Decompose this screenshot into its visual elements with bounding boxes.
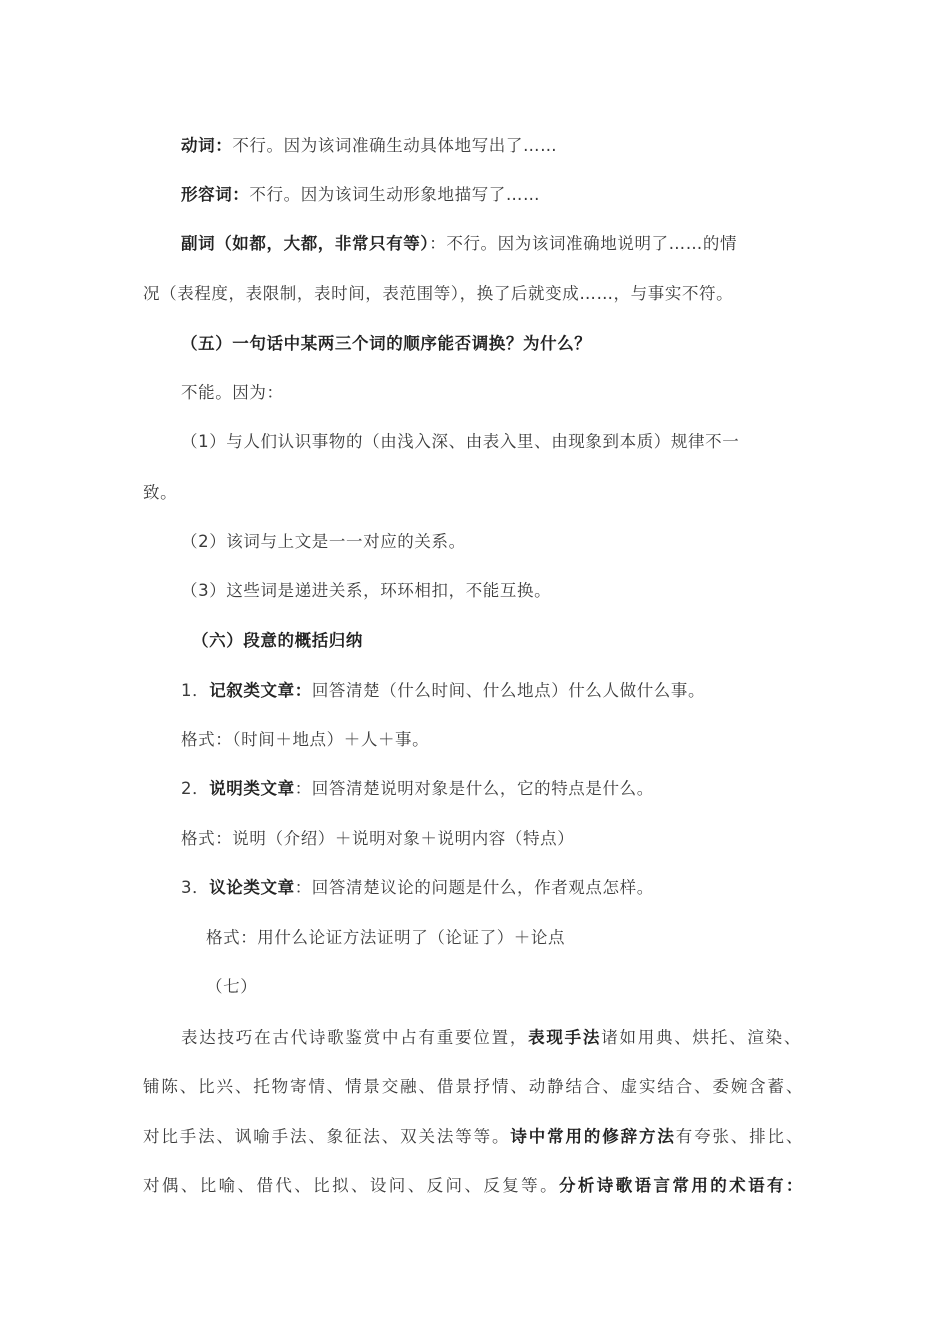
para-text: 诸如用典、烘托、渲染、 [601,1028,801,1047]
techniques-para-line-1 [181,1027,801,1049]
adverb-continuation: 况（表程度，表限制，表时间，表范围等），换了后就变成……，与事实不符。 [143,284,734,303]
narrative-item [181,680,705,702]
item-term: 议论类文章 [209,878,295,897]
item-term: 记叙类文章： [209,681,312,700]
item-text: ：回答清楚议论的问题是什么，作者观点怎样。 [294,878,654,897]
item-number: 1． [181,681,210,700]
techniques-para-line-3 [143,1126,803,1148]
adverb-answer: ：不行。因为该词准确地说明了……的情 [429,234,738,253]
para-term: 诗中常用的修辞方法 [510,1127,676,1146]
adjective-line [181,184,540,206]
para-text: 对比手法、讽喻手法、象征法、双关法等等。 [143,1127,511,1146]
adjective-answer: 不行。因为该词生动形象地描写了…… [249,185,541,204]
reason-2: （2）该词与上文是一一对应的关系。 [181,532,466,551]
answer-intro: 不能。因为： [181,383,284,402]
verb-line [181,135,557,157]
adjective-term: 形容词： [181,185,250,204]
item-text: ：回答清楚说明对象是什么，它的特点是什么。 [294,779,654,798]
adverb-line [181,233,737,255]
narrative-format: 格式：（时间＋地点）＋人＋事。 [181,730,430,749]
section-seven-heading: （七） [206,977,258,996]
expository-item [181,778,654,800]
section-five-heading: （五）一句话中某两三个词的顺序能否调换？为什么？ [181,334,592,353]
item-term: 说明类文章 [209,779,295,798]
para-term: 分析诗歌语言常用的术语有： [558,1176,803,1195]
para-term: 表现手法 [528,1028,602,1047]
reason-1: （1）与人们认识事物的（由浅入深、由表入里、由现象到本质）规律不一 [181,432,740,451]
reason-1-continuation: 致。 [143,483,178,502]
adverb-term: 副词（如都，大都，非常只有等） [181,234,430,253]
techniques-para-line-4 [143,1175,803,1197]
argumentative-format: 格式：用什么论证方法证明了（论证了）＋论点 [206,928,566,947]
para-text: 表达技巧在古代诗歌鉴赏中占有重要位置， [181,1028,529,1047]
verb-term: 动词： [181,136,233,155]
argumentative-item [181,877,654,899]
item-number: 3． [181,878,210,897]
reason-3: （3）这些词是递进关系，环环相扣，不能互换。 [181,581,552,600]
item-text: 回答清楚（什么时间、什么地点）什么人做什么事。 [311,681,706,700]
para-text: 对偶、比喻、借代、比拟、设问、反问、反复等。 [143,1176,559,1195]
para-text: 有夸张、排比、 [675,1127,804,1146]
expository-format: 格式：说明（介绍）＋说明对象＋说明内容（特点） [181,829,575,848]
techniques-para-line-2: 铺陈、比兴、托物寄情、情景交融、借景抒情、动静结合、虚实结合、委婉含蓄、 [143,1077,803,1096]
section-six-heading: （六）段意的概括归纳 [192,631,363,650]
item-number: 2． [181,779,210,798]
verb-answer: 不行。因为该词准确生动具体地写出了…… [232,136,558,155]
